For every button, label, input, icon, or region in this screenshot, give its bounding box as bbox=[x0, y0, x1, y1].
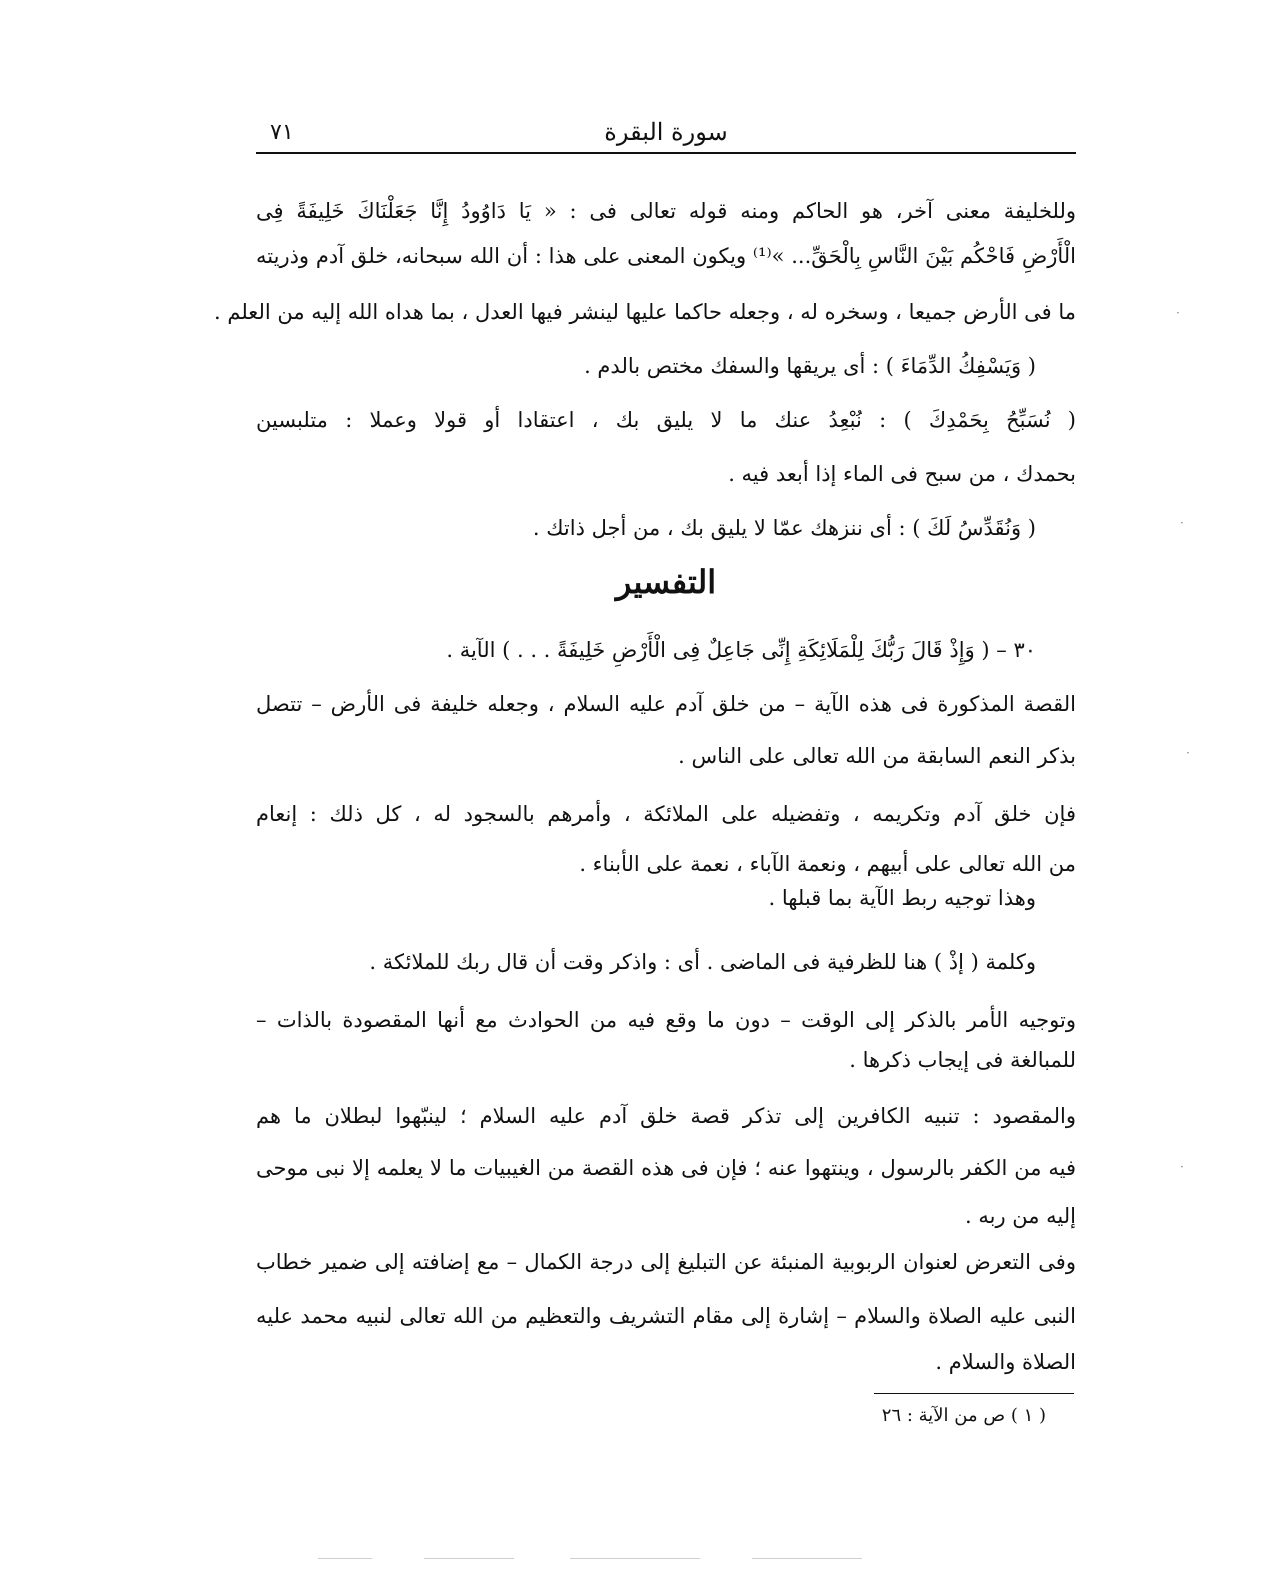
page-number: ٧١ bbox=[270, 120, 294, 145]
scan-speck: · bbox=[1180, 1160, 1184, 1174]
scan-artifact-line bbox=[752, 1558, 862, 1559]
scan-artifact-line bbox=[424, 1558, 514, 1559]
text-line-11: فإن خلق آدم وتكريمه ، وتفضيله على الملائكة ، وأمرهم بالسجود له ، كل ذلك : إنعام bbox=[256, 802, 1076, 826]
text-line-2: الْأَرْضِ فَاحْكُم بَيْنَ النَّاسِ بِالْحَقِّ... »⁽¹⁾ ويكون المعنى على هذا : أن الله سبحانه، خلق آدم وذريته bbox=[256, 244, 1076, 268]
text-line-15: وتوجيه الأمر بالذكر إلى الوقت – دون ما وقع فيه من الحوادث مع أنها المقصودة بالذات – bbox=[256, 1008, 1076, 1032]
text-line-22: الصلاة والسلام . bbox=[935, 1350, 1076, 1374]
text-line-19: إليه من ربه . bbox=[964, 1204, 1076, 1228]
text-line-16: للمبالغة فى إيجاب ذكرها . bbox=[849, 1048, 1076, 1072]
text-line-18: فيه من الكفر بالرسول ، وينتهوا عنه ؛ فإن فى هذه القصة من الغيبيات ما لا يعلمه إلا نبى موحى bbox=[256, 1156, 1076, 1180]
running-header bbox=[256, 112, 1076, 154]
text-line-3: ما فى الأرض جميعا ، وسخره له ، وجعله حاكما عليها لينشر فيها العدل ، بما هداه الله إليه من العلم . bbox=[214, 300, 1076, 324]
text-line-10: بذكر النعم السابقة من الله تعالى على الناس . bbox=[678, 744, 1076, 768]
text-line-21: النبى عليه الصلاة والسلام – إشارة إلى مقام التشريف والتعظيم من الله تعالى لنبيه محمد عليه bbox=[256, 1304, 1076, 1328]
definition-nusabbihu: ( نُسَبِّحُ بِحَمْدِكَ ) : نُبْعِدُ عنك ما لا يليق بك ، اعتقادا أو قولا وعملا : متلبسين bbox=[256, 408, 1076, 432]
scan-artifact-line bbox=[318, 1558, 372, 1559]
text-line-20: وفى التعرض لعنوان الربوبية المنبئة عن التبليغ إلى درجة الكمال – مع إضافته إلى ضمير خطاب bbox=[256, 1250, 1076, 1274]
text-line-9: القصة المذكورة فى هذه الآية – من خلق آدم عليه السلام ، وجعله خليفة فى الأرض – تتصل bbox=[256, 692, 1076, 716]
text-line-6: بحمدك ، من سبح فى الماء إذا أبعد فيه . bbox=[728, 462, 1076, 486]
text-line-1: وللخليفة معنى آخر، هو الحاكم ومنه قوله تعالى فى : « يَا دَاوُودُ إِنَّا جَعَلْنَاكَ خَلِيفَةً فِى bbox=[256, 199, 1076, 223]
scan-speck: · bbox=[1180, 516, 1184, 530]
tafsir-heading: التفسير bbox=[615, 563, 717, 601]
footnote: ( ١ ) ص من الآية : ٢٦ bbox=[881, 1405, 1046, 1426]
text-line-12: من الله تعالى على أبيهم ، ونعمة الآباء ، نعمة على الأبناء . bbox=[579, 852, 1076, 876]
text-line-17: والمقصود : تنبيه الكافرين إلى تذكر قصة خلق آدم عليه السلام ؛ لينبّهوا لبطلان ما هم bbox=[256, 1104, 1076, 1128]
header-rule bbox=[256, 152, 1076, 154]
surah-title: سورة البقرة bbox=[604, 118, 728, 146]
text-line-14: وكلمة ( إذْ ) هنا للظرفية فى الماضى . أى : واذكر وقت أن قال ربك للملائكة . bbox=[369, 950, 1036, 974]
scan-artifact-line bbox=[570, 1558, 700, 1559]
verse-30-heading: ٣٠ – ( وَإِذْ قَالَ رَبُّكَ لِلْمَلَائِكَةِ إِنِّى جَاعِلٌ فِى الْأَرْضِ خَلِيفَةً . . . ) الآية . bbox=[446, 638, 1036, 662]
definition-yasfiku: ( وَيَسْفِكُ الدِّمَاءَ ) : أى يريقها والسفك مختص بالدم . bbox=[584, 354, 1036, 378]
scan-speck: · bbox=[1186, 746, 1190, 760]
scan-speck: · bbox=[1176, 306, 1180, 320]
definition-nuqaddisu: ( وَنُقَدِّسُ لَكَ ) : أى ننزهك عمّا لا يليق بك ، من أجل ذاتك . bbox=[532, 516, 1036, 540]
footnote-rule bbox=[874, 1393, 1074, 1394]
text-line-13: وهذا توجيه ربط الآية بما قبلها . bbox=[768, 886, 1036, 910]
